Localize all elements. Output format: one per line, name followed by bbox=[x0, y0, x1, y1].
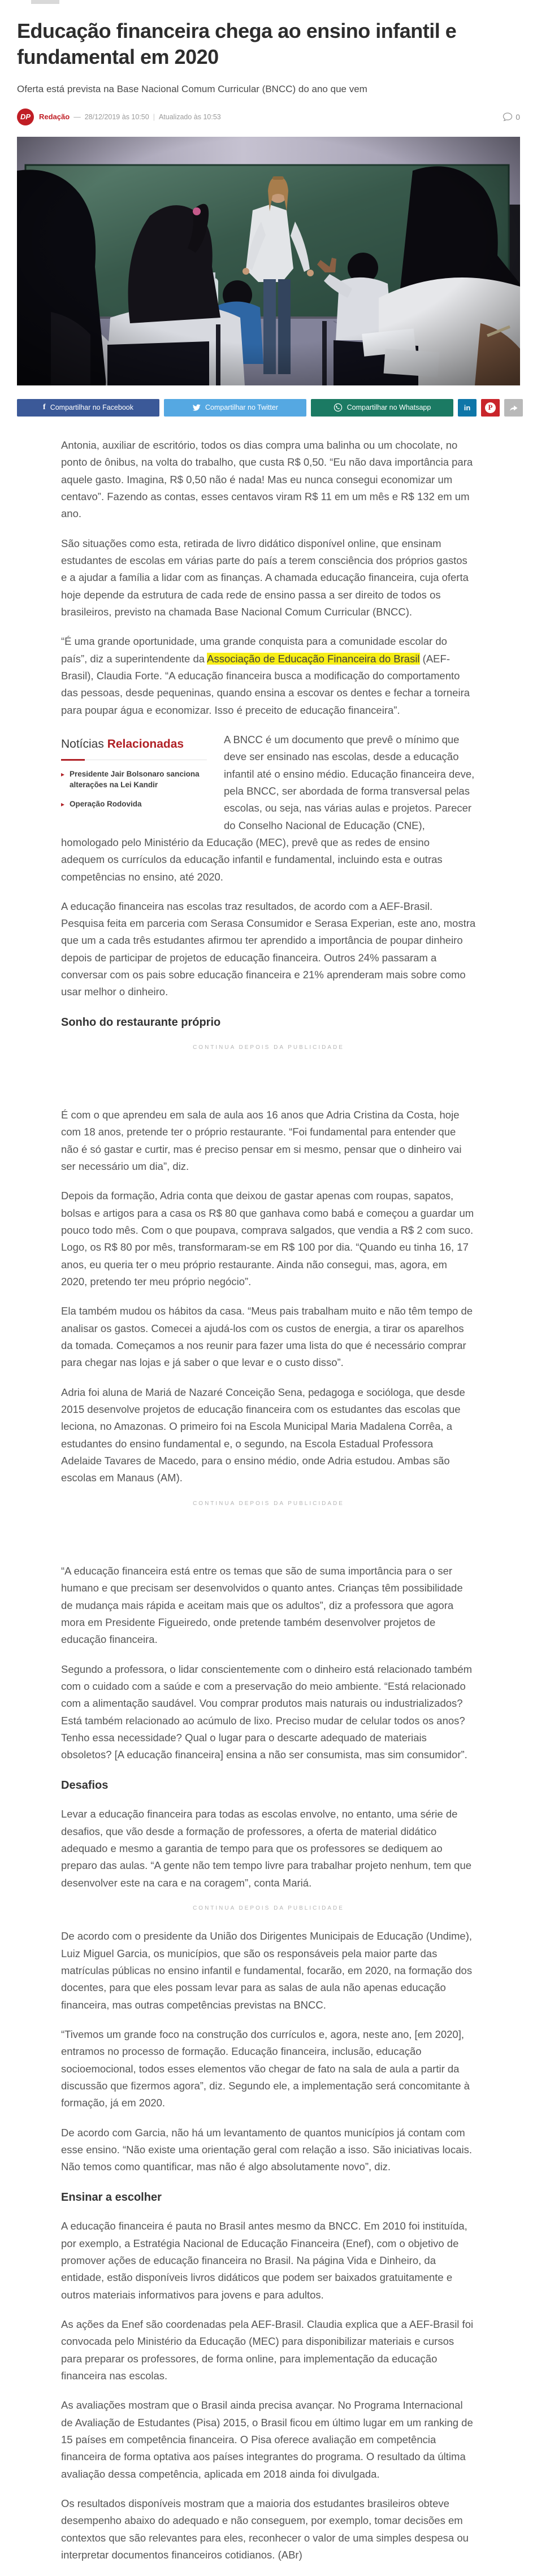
arrow-bullet-icon: ▸ bbox=[61, 770, 65, 779]
paragraph-text: De acordo com Garcia, não há um levantamento de quantos municípios já contam com esse ensino. “Não existe uma orientação geral com relação a isso. São iniciativas locais. Não temos como quantificar, mas não é algo absolutamente novo”, diz. bbox=[61, 2126, 473, 2173]
related-news-box bbox=[61, 735, 207, 818]
paragraph bbox=[61, 633, 476, 719]
ad-continue-label: CONTINUA DEPOIS DA PUBLICIDADE bbox=[193, 1044, 344, 1051]
paragraph-text: Depois da formação, Adria conta que deixou de gastar apenas com roupas, sapatos, bolsas e artigos para a casa os R$ 80 que ganhava como babá e começou a guardar um pouco todo mês. Com o que poupava, comprava salgados, que vendia a R$ 2 com suco. Logo, os R$ 80 por mês, transformaram-se em R$ 100 por dia. “Quando eu tinha 16, 17 anos, eu queria ter o meu próprio restaurante. Ainda não consegui, mas, agora, em 2020, pretendo ter meu próprio negócio”. bbox=[61, 1190, 474, 1287]
paragraph-text: Antonia, auxiliar de escritório, todos os dias compra uma balinha ou um chocolate, no ponto de ônibus, na volta do trabalho, que custa R$ 0,50. “Eu não dava importância para aquele gasto. Imagina, R$ 0,50 não é nada! Mas eu nunca consegui economizar um centavo”. Fazendo as contas, esses centavos viram R$ 11 em um mês e R$ 132 em um ano. bbox=[61, 439, 473, 520]
ad-placeholder bbox=[61, 1499, 476, 1563]
related-title-underline bbox=[61, 759, 85, 761]
byline-separator: | bbox=[153, 112, 155, 121]
page-subtitle: Oferta está prevista na Base Nacional Comum Curricular (BNCC) do ano que vem bbox=[17, 84, 367, 95]
paragraph bbox=[61, 1928, 476, 2014]
hero-image bbox=[17, 137, 520, 385]
related-news-title bbox=[61, 735, 207, 760]
share-arrow-icon bbox=[509, 404, 518, 412]
whatsapp-icon bbox=[334, 403, 343, 412]
ad-continue-label: CONTINUA DEPOIS DA PUBLICIDADE bbox=[193, 1905, 344, 1911]
paragraph bbox=[61, 1661, 476, 1764]
author-link[interactable]: Redação bbox=[39, 112, 70, 122]
twitter-share-label: Compartilhar no Twitter bbox=[205, 404, 278, 412]
comments-link[interactable] bbox=[503, 112, 520, 122]
ad-empty-space bbox=[61, 1508, 476, 1563]
publisher-logo[interactable]: DP bbox=[17, 109, 34, 125]
publish-datetime: 28/12/2019 às 10:50 bbox=[84, 112, 149, 121]
whatsapp-share-label: Compartilhar no Whatsapp bbox=[347, 404, 431, 412]
ad-placeholder bbox=[61, 1043, 476, 1107]
arrow-bullet-icon: ▸ bbox=[61, 800, 65, 808]
paragraph bbox=[61, 1107, 476, 1175]
comment-bubble-icon bbox=[503, 112, 513, 122]
paragraph bbox=[61, 1303, 476, 1371]
whatsapp-share-button[interactable] bbox=[311, 399, 453, 417]
article-body bbox=[61, 437, 476, 2564]
paragraph-text: “É uma grande oportunidade, uma grande conquista para a comunidade escolar do país”, diz a superintendente da bbox=[61, 635, 447, 665]
paragraph-text: É com o que aprendeu em sala de aula aos 16 anos que Adria Cristina da Costa, hoje com 18 anos, pretende ter o próprio restaurante. “Foi fundamental para entender que não é só gastar e curtir, mas é preciso pensar em si mesmo, pensar que o dinheiro vai ser necessário um dia”, diz. bbox=[61, 1108, 462, 1172]
paragraph-text: São situações como esta, retirada de livro didático disponível online, que ensinam estudantes de escolas em várias parte do país a terem consciência dos próprios gastos e a ajudar a família a lidar com as finanças. A chamada educação financeira, cuja oferta hoje depende da estrutura de cada rede de ensino passa a ser direito de todos os brasileiros, previsto na chamada Base Nacional Comum Curricular (BNCC). bbox=[61, 537, 469, 618]
facebook-share-label: Compartilhar no Facebook bbox=[50, 404, 133, 412]
updated-datetime: Atualizado às 10:53 bbox=[158, 112, 221, 121]
paragraph bbox=[61, 2316, 476, 2384]
paragraph bbox=[61, 535, 476, 621]
twitter-share-button[interactable] bbox=[164, 399, 306, 417]
ad-empty-space bbox=[61, 1913, 476, 1928]
classroom-illustration bbox=[17, 137, 520, 385]
twitter-icon bbox=[192, 404, 201, 411]
ad-continue-label: CONTINUA DEPOIS DA PUBLICIDADE bbox=[193, 1500, 344, 1507]
paragraph-text: As ações da Enef são coordenadas pela AEF-Brasil. Claudia explica que a AEF-Brasil foi convocada pelo Ministério da Educação (MEC) para disponibilizar materiais e cursos para preparar os professores, de forma online, para implementação da educação financeira nas escolas. bbox=[61, 2318, 474, 2382]
paragraph-text: Adria foi aluna de Mariá de Nazaré Conceição Sena, pedagoga e socióloga, que desde 2015 desenvolve projetos de educação financeira com os estudantes das escolas que leciona, no Amazonas. O primeiro foi na Escola Municipal Maria Madalena Corrêa, a estudantes do ensino fundamental e, o segundo, na Escola Estadual Professora Adelaide Tavares de Macedo, para o ensino médio, onde Adria estudou. Ambas são escolas em Manaus (AM). bbox=[61, 1386, 465, 1484]
linkedin-share-button[interactable] bbox=[458, 399, 477, 417]
related-title-regular: Notícias bbox=[61, 737, 107, 751]
linkedin-icon: in bbox=[464, 403, 471, 412]
paragraph-text: As avaliações mostram que o Brasil ainda precisa avançar. No Programa Internacional de Avaliação de Estudantes (Pisa) 2015, o Brasil ficou em último lugar em um ranking de 15 países em competência financeira. O Pisa oferece avaliação em competência financeira de forma optativa aos países integrantes do programa. O resultado da última avaliação dessa competência, aplicada em 2018 ainda foi divulgada. bbox=[61, 2399, 473, 2480]
paragraph bbox=[61, 1563, 476, 1649]
paragraph bbox=[61, 2026, 476, 2112]
related-news-link[interactable]: Operação Rodovida bbox=[70, 799, 142, 808]
paragraph-text: Levar a educação financeira para todas as escolas envolve, no entanto, uma série de desafios, que vão desde a formação de professores, a oferta de material didático adequado e mesmo a garantia de tempo para que os professores se dediquem ao preparo das aulas. “A gente não tem tempo livre para trabalhar projeto nenhum, tem que desenvolver este na cara e na coragem”, conta Mariá. bbox=[61, 1808, 472, 1889]
related-news-item bbox=[61, 799, 207, 809]
article-page bbox=[17, 0, 520, 2564]
paragraph bbox=[61, 2397, 476, 2483]
related-news-item bbox=[61, 769, 207, 790]
paragraph bbox=[61, 437, 476, 523]
paragraph-text: (AEF-Brasil), Claudia Forte. “A educação financeira busca a modificação do comportamento das pessoas, desde pequeninas, quando ensina a escovar os dentes e fechar a torneira para poupar água e economizar. Isso é preceito de educação financeira”. bbox=[61, 652, 470, 716]
comment-count: 0 bbox=[516, 112, 520, 122]
pinterest-share-button[interactable] bbox=[481, 399, 500, 417]
paragraph bbox=[61, 2218, 476, 2304]
highlighted-term-link[interactable]: Associação de Educação Financeira do Brasil bbox=[207, 652, 420, 665]
paragraph bbox=[61, 2124, 476, 2176]
paragraph bbox=[61, 1384, 476, 1487]
page-title: Educação financeira chega ao ensino infantil e fundamental em 2020 bbox=[17, 19, 457, 69]
paragraph bbox=[61, 1187, 476, 1290]
byline bbox=[17, 109, 520, 125]
facebook-share-button[interactable] bbox=[17, 399, 159, 417]
related-title-accent: Relacionadas bbox=[107, 737, 184, 751]
section-heading: Sonho do restaurante próprio bbox=[61, 1016, 221, 1029]
paragraph-text: “A educação financeira está entre os temas que são de suma importância para o ser humano e que precisam ser desenvolvidos o quanto antes. Crianças têm possibilidade de mudança mais rápida e aceitam mais que os adultos”, diz a professora que agora mora em Presidente Figueiredo, onde pretende também desenvolver projetos de educação financeira. bbox=[61, 1564, 463, 1646]
paragraph bbox=[61, 898, 476, 1001]
paragraph-text: Os resultados disponíveis mostram que a maioria dos estudantes brasileiros obteve desempenho abaixo do adequado e não conseguem, por exemplo, tomar decisões em contextos que são relevantes para eles, reconhecer o valor de uma simples despesa ou interpretar documentos financeiros cotidianos. (ABr) bbox=[61, 2497, 469, 2561]
paragraph-text: Segundo a professora, o lidar conscientemente com o dinheiro está relacionado também com o cuidado com a saúde e com a preservação do meio ambiente. “Está relacionado com a alimentação saudável. Vou comprar produtos mais naturais ou industrializados? Está também relacionado ao acúmulo de lixo. Preciso mudar de celular todos os anos? Tenho essa necessidade? Qual o lugar para o descarte adequado de materiais obsoletos? [A educação financeira] ensina a não ser consumista, mas sim consumidor”. bbox=[61, 1663, 473, 1761]
paragraph bbox=[61, 1806, 476, 1892]
paragraph-text: A BNCC é um documento que prevê o mínimo que deve ser ensinado nas escolas, desde a educação infantil até o ensino médio. Educação financeira deve, pela BNCC, ser abordada de forma transversal pelas escolas, ou seja, nas várias aulas e projetos. Parecer do Conselho Nacional de Educação (CNE), homologado pelo Ministério da Educação (MEC), prevê que as redes de ensino adequem os currículos da educação infantil e fundamental, incluindo esta e outras competências no ensino, até 2020. bbox=[61, 733, 475, 883]
facebook-icon: f bbox=[43, 403, 46, 412]
share-bar bbox=[17, 399, 520, 417]
ad-empty-space bbox=[61, 1052, 476, 1107]
related-news-link[interactable]: Presidente Jair Bolsonaro sanciona alterações na Lei Kandir bbox=[70, 770, 200, 789]
section-heading: Ensinar a escolher bbox=[61, 2191, 162, 2204]
ad-placeholder bbox=[61, 1904, 476, 1928]
paragraph-text: A educação financeira é pauta no Brasil antes mesmo da BNCC. Em 2010 foi instituída, por exemplo, a Estratégia Nacional de Educação Financeira (Enef), com o objetivo de promover ações de educação financeira no Brasil. Na página Vida e Dinheiro, da entidade, estão disponíveis livros didáticos que podem ser baixados gratuitamente e outros materiais informativos para jovens e para adultos. bbox=[61, 2220, 467, 2301]
related-news-list bbox=[61, 769, 207, 809]
paragraph-text: De acordo com o presidente da União dos Dirigentes Municipais de Educação (Undime), Luiz Miguel Garcia, os municípios, que são os responsáveis pela maior parte das matrículas públicas no ensino infantil e fundamental, focarão, em 2020, na formação dos docentes, para que eles possam levar para as salas de aula não apenas educação financeira, mas outras competências previstas na BNCC. bbox=[61, 1930, 473, 2011]
byline-dash: — bbox=[73, 112, 81, 121]
paragraph-text: Ela também mudou os hábitos da casa. “Meus pais trabalham muito e não têm tempo de analisar os gastos. Comecei a ajudá-los com os custos de energia, a tirar os aparelhos da tomada. Começamos a nos reunir para fazer uma lista do que é necessário comprar para chegar nas lojas e já saber o que levar e o custo disso”. bbox=[61, 1305, 473, 1369]
paragraph-text: “Tivemos um grande foco na construção dos currículos e, agora, neste ano, [em 2020], entramos no processo de formação. Educação financeira, inclusão, educação socioemocional, todos esses elementos vão chegar de fato na sala de aula a partir da discussão que fizermos agora”, diz. Segundo ele, a implementação será concomitante à formação, já em 2020. bbox=[61, 2028, 470, 2109]
paragraph bbox=[61, 2495, 476, 2564]
pinterest-icon: P bbox=[485, 402, 496, 413]
section-heading: Desafios bbox=[61, 1779, 109, 1792]
paragraph-text: A educação financeira nas escolas traz resultados, de acordo com a AEF-Brasil. Pesquisa feita em parceria com Serasa Consumidor e Serasa Experian, este ano, mostra que um a cada três estudantes afirmou ter aprendido a importância de poupar dinheiro depois de participar de projetos de educação financeira. Outros 24% passaram a conversar com os pais sobre educação financeira e 21% aprenderam mais sobre como usar melhor o dinheiro. bbox=[61, 900, 476, 998]
more-share-button[interactable] bbox=[504, 399, 523, 417]
